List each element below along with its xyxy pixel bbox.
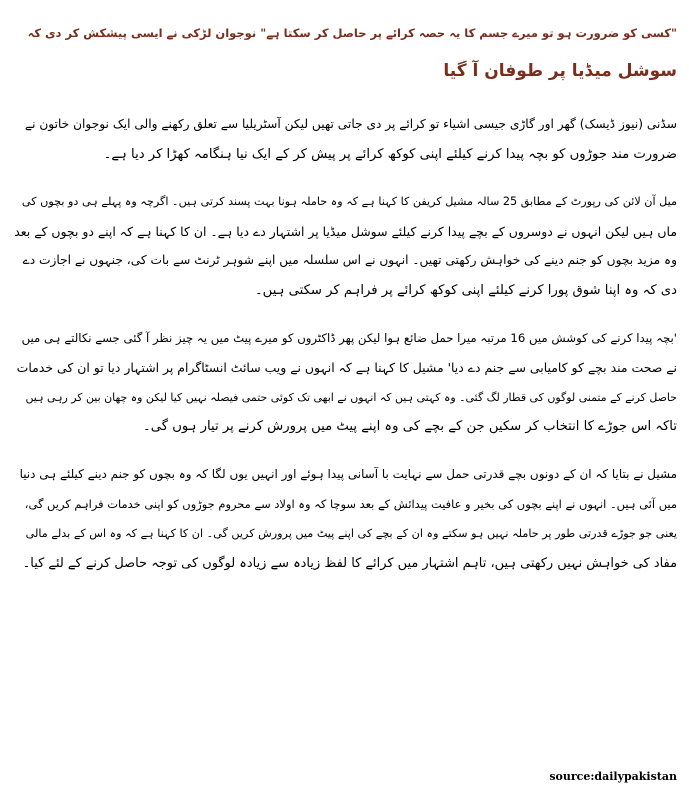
paragraph-line: سڈنی (نیوز ڈیسک) گھر اور گاڑی جیسی اشیاء تو کرائے پر دی جاتی تھیں لیکن آسٹریلیا سے تعلق رکھنے والی ایک نوجوان خاتون نے <box>24 117 677 131</box>
paragraph-line: مشیل نے بتایا کہ ان کے دونوں بچے قدرتی حمل سے نہایت با آسانی پیدا ہوئے اور انہیں یوں لگا کہ وہ بچوں کو جنم دینے کیلئے ہی دنیا <box>19 466 677 481</box>
article-paragraph <box>14 187 677 305</box>
paragraph-line: میں آئی ہیں۔ انہوں نے اپنے بچوں کی بخیر و عافیت پیدائش کے بعد سوچا کہ وہ اولاد سے محروم جوڑوں کو اپنی خدمات فراہم کریں گی، <box>24 496 677 511</box>
paragraph-line: یعنی جو جوڑے قدرتی طور پر حاملہ نہیں ہو سکتے وہ ان کے بچے کی اپنے پیٹ میں پرورش کریں گی۔ ان کا کہنا ہے کہ وہ اس کے بدلے مالی <box>25 527 677 541</box>
paragraph-line: حاصل کرنے کے متمنی لوگوں کی قطار لگ گئی۔ وہ کہتی ہیں کہ انہوں نے ابھی تک کوئی حتمی فیصلہ نہیں کیا لیکن وہ چھان بین کر رہی ہیں <box>25 390 677 404</box>
paragraph-line: دی کہ وہ اپنا شوق پورا کرنے کیلئے اپنی کوکھ کرائے پر فراہم کر سکتی ہیں۔ <box>254 282 677 298</box>
source-credit: source:dailypakistan <box>549 770 677 783</box>
article-paragraph <box>14 110 677 169</box>
headline-line: سوشل میڈیا پر طوفان آ گیا <box>443 61 677 81</box>
paragraph-line: مفاد کی خواہش نہیں رکھتی ہیں، تاہم اشتہار میں کرائے کا لفظ زیادہ سے زیادہ لوگوں کی توجہ حاصل کرنے کے لئے کیا۔ <box>22 555 677 571</box>
headline-line: "کسی کو ضرورت ہو تو میرے جسم کا یہ حصہ کرائے پر حاصل کر سکتا ہے" نوجوان لڑکی نے ایسی پیشکش کر دی کہ <box>27 26 677 40</box>
paragraph-line: ماں ہیں لیکن انہوں نے دوسروں کے بچے پیدا کرنے کیلئے سوشل میڈیا پر اشتہار دے دیا ہے۔ ان کا کہنا ہے کہ اپنے دو بچوں کے بعد <box>14 223 677 239</box>
article-paragraph <box>14 324 677 442</box>
paragraph-line: وہ مزید بچوں کو جنم دینے کی خواہش رکھتی تھیں۔ انہوں نے اس سلسلہ میں اپنے شوہر ٹرنٹ سے بات کی، جنہوں نے اجازت دے <box>22 253 677 268</box>
headline <box>14 14 677 90</box>
paragraph-line: ضرورت مند جوڑوں کو بچہ پیدا کرنے کیلئے اپنی کوکھ کرائے پر پیش کر کے ایک نیا ہنگامہ کھڑا کر دیا ہے۔ <box>103 146 677 162</box>
paragraph-line: 'بچہ پیدا کرنے کی کوشش میں 16 مرتبہ میرا حمل ضائع ہوا لیکن پھر ڈاکٹروں کو میرے پیٹ میں یہ چیز نظر آ گئی جسے نکالتے ہی میں <box>21 330 677 345</box>
paragraph-line: نے صحت مند بچے کو کامیابی سے جنم دے دیا' مشیل کا کہنا ہے کہ انہوں نے ویب سائٹ انسٹاگرام پر اشتہار دیا تو ان کی خدمات <box>16 360 677 376</box>
article-paragraph <box>14 460 677 578</box>
paragraph-line: میل آن لائن کی رپورٹ کے مطابق 25 سالہ مشیل کریفن کا کہنا ہے کہ وہ حاملہ ہونا بہت پسند کرتی ہیں۔ اگرچہ وہ پہلے ہی دو بچوں کی <box>21 195 677 209</box>
paragraph-line: تاکہ اس جوڑے کا انتخاب کر سکیں جن کے بچے کی وہ اپنے پیٹ میں پرورش کرنے پر تیار ہوں گی۔ <box>143 419 677 435</box>
